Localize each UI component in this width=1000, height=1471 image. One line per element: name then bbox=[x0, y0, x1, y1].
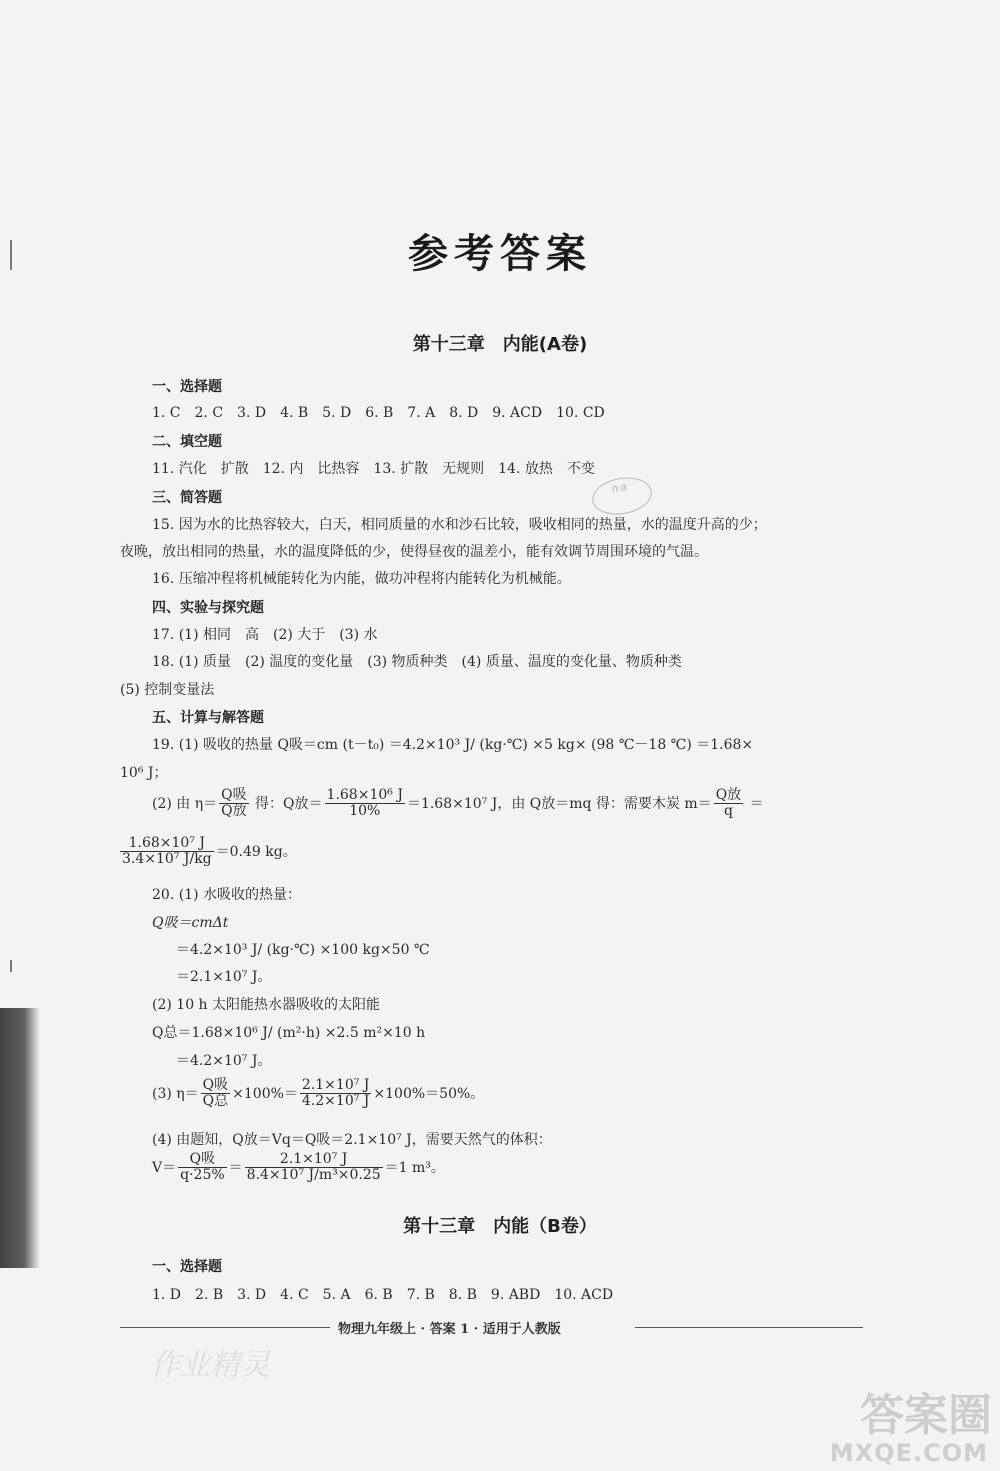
fraction-numerator: Q放 bbox=[715, 787, 742, 803]
stamp-mark: 作业 bbox=[589, 473, 654, 519]
formula-line bbox=[118, 836, 297, 868]
fraction bbox=[714, 788, 743, 820]
answer-line: 19. (1) 吸收的热量 Q吸＝cm (t－t₀) ＝4.2×10³ J/ (kg·℃) ×5 kg× (98 ℃－18 ℃) ＝1.68× bbox=[152, 737, 754, 753]
fraction bbox=[300, 1078, 371, 1110]
answer-line: 20. (1) 水吸收的热量： bbox=[152, 887, 301, 903]
answer-line: 1. C 2. C 3. D 4. B 5. D 6. B 7. A 8. D 9. ACD 10. CD bbox=[152, 405, 605, 421]
scan-shadow bbox=[0, 1008, 40, 1268]
answer-line: (5) 控制变量法 bbox=[120, 682, 215, 698]
formula-line bbox=[152, 1078, 484, 1110]
formula-text: ＝1.68×10⁷ J，由 Q放＝mq 得：需要木炭 m＝ bbox=[406, 795, 712, 812]
fraction-numerator: Q吸 bbox=[178, 1152, 227, 1168]
formula-text: V＝ bbox=[152, 1159, 177, 1176]
fraction-denominator: 8.4×10⁷ J/m³×0.25 bbox=[246, 1167, 381, 1184]
answer-line: 1. D 2. B 3. D 4. C 5. A 6. B 7. B 8. B 9. ABD 10. ACD bbox=[152, 1287, 614, 1303]
section-heading: 五、计算与解答题 bbox=[152, 710, 264, 726]
section-heading: 二、填空题 bbox=[152, 434, 222, 450]
formula-text: ×100%＝ bbox=[232, 1085, 298, 1102]
formula-text: ＝ bbox=[228, 1159, 243, 1176]
answer-line: (2) 10 h 太阳能热水器吸收的太阳能 bbox=[152, 997, 381, 1013]
formula-text: ＝ bbox=[745, 795, 764, 812]
section-heading: 四、实验与探究题 bbox=[152, 600, 264, 616]
answer-line: ＝2.1×10⁷ J。 bbox=[176, 969, 272, 985]
page-footer: 物理九年级上 · 答案 1 · 适用于人教版 bbox=[338, 1322, 561, 1337]
fraction-numerator: Q吸 bbox=[202, 1077, 229, 1093]
fraction-numerator: 1.68×10⁷ J bbox=[120, 836, 214, 852]
fraction-denominator: q bbox=[723, 803, 733, 820]
formula-text: ＝1 m³。 bbox=[384, 1159, 445, 1176]
fraction bbox=[325, 788, 405, 820]
fraction-denominator: Q总 bbox=[202, 1093, 229, 1110]
formula-line bbox=[152, 1152, 445, 1184]
answer-line: 夜晚，放出相同的热量，水的温度降低的少，使得昼夜的温差小，能有效调节周围环境的气温。 bbox=[120, 544, 708, 560]
fraction bbox=[201, 1078, 230, 1110]
formula-text: 得：Q放＝ bbox=[250, 795, 323, 812]
fraction-denominator: q·25% bbox=[180, 1167, 225, 1184]
answer-line: Q总＝1.68×10⁶ J/ (m²·h) ×2.5 m²×10 h bbox=[152, 1025, 426, 1041]
fraction bbox=[245, 1152, 383, 1184]
fraction-numerator: 1.68×10⁶ J bbox=[326, 787, 403, 803]
formula-text: ×100%＝50%。 bbox=[373, 1085, 485, 1102]
fraction bbox=[120, 836, 214, 868]
fraction-denominator: 4.2×10⁷ J bbox=[301, 1093, 370, 1110]
formula-line bbox=[152, 788, 764, 820]
answer-line: ＝4.2×10⁷ J。 bbox=[176, 1053, 272, 1069]
answer-line: 11. 汽化 扩散 12. 内 比热容 13. 扩散 无规则 14. 放热 不变 bbox=[152, 461, 595, 477]
page-edge-mark bbox=[10, 960, 12, 972]
watermark-logo: 答案圈 bbox=[860, 1390, 992, 1441]
footer-rule-left bbox=[120, 1327, 330, 1328]
formula-text: (2) 由 η＝ bbox=[152, 795, 218, 812]
fraction-numerator: Q吸 bbox=[221, 787, 247, 803]
answer-line: 16. 压缩冲程将机械能转化为内能，做功冲程将内能转化为机械能。 bbox=[152, 571, 571, 587]
chapter-a-title: 第十三章 内能(A卷) bbox=[412, 334, 588, 355]
answer-line: Q吸＝cmΔt bbox=[152, 915, 229, 931]
answer-line: 15. 因为水的比热容较大，白天，相同质量的水和沙石比较，吸收相同的热量，水的温度升高的少； bbox=[152, 517, 767, 533]
section-heading: 一、选择题 bbox=[152, 379, 222, 395]
footer-rule-right bbox=[635, 1327, 863, 1328]
fraction-denominator: 3.4×10⁷ J/kg bbox=[122, 851, 212, 868]
page-title: 参考答案 bbox=[408, 231, 592, 277]
answer-line: 10⁶ J； bbox=[120, 765, 168, 781]
faint-watermark: 作业精灵 bbox=[150, 1348, 270, 1383]
fraction-numerator: 2.1×10⁷ J bbox=[245, 1152, 383, 1168]
section-heading: 一、选择题 bbox=[152, 1259, 222, 1275]
fraction-numerator: 2.1×10⁷ J bbox=[301, 1077, 370, 1093]
answer-line: (4) 由题知，Q放＝Vq＝Q吸＝2.1×10⁷ J，需要天然气的体积： bbox=[152, 1132, 552, 1148]
fraction-denominator: 10% bbox=[349, 803, 381, 820]
chapter-b-title: 第十三章 内能（B卷） bbox=[403, 1216, 597, 1237]
fraction bbox=[219, 788, 248, 820]
answer-line: 17. (1) 相同 高 (2) 大于 (3) 水 bbox=[152, 627, 378, 643]
answer-line: ＝4.2×10³ J/ (kg·℃) ×100 kg×50 ℃ bbox=[176, 942, 430, 958]
formula-text: ＝0.49 kg。 bbox=[215, 843, 297, 860]
watermark-url: MXQE.COM bbox=[829, 1439, 988, 1467]
answer-line: 18. (1) 质量 (2) 温度的变化量 (3) 物质种类 (4) 质量、温度的变化量、物质种类 bbox=[152, 654, 682, 670]
fraction-denominator: Q放 bbox=[221, 803, 247, 820]
formula-text: (3) η＝ bbox=[152, 1085, 199, 1102]
fraction bbox=[178, 1152, 227, 1184]
section-heading: 三、简答题 bbox=[152, 490, 222, 506]
